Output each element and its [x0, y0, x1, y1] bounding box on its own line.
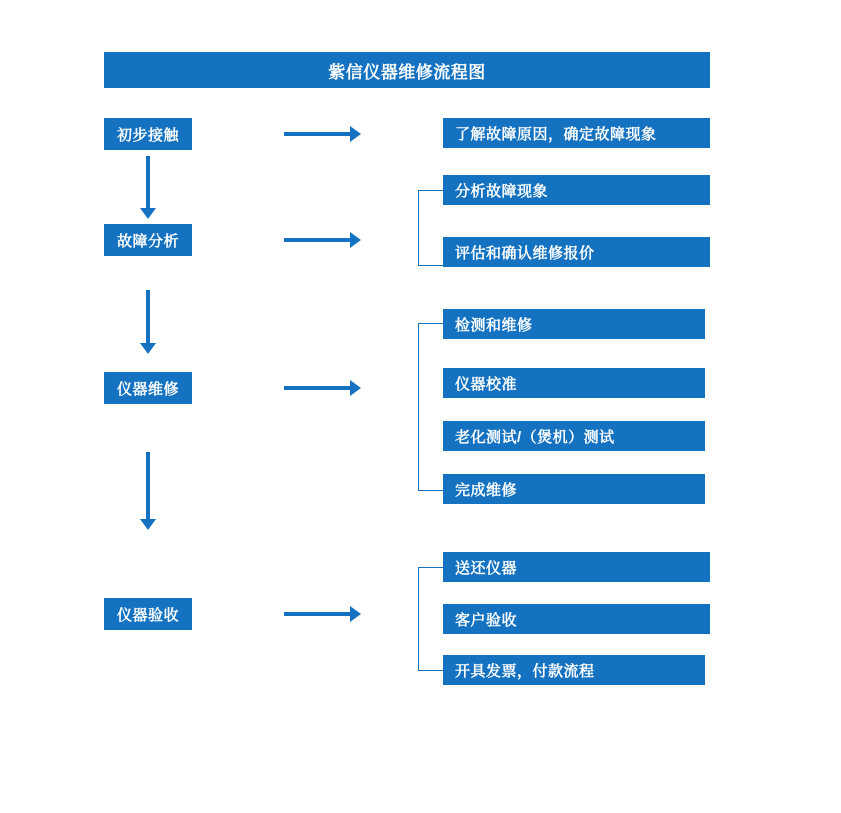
- arrow-head-stage-4: [350, 606, 361, 622]
- flow-line-2: [146, 290, 150, 345]
- detail-box-instrument-repair-2[interactable]: 仪器校准: [443, 368, 705, 398]
- stage-box-instrument-acceptance[interactable]: 仪器验收: [104, 598, 192, 630]
- flow-arrow-2: [140, 343, 156, 354]
- stage-box-instrument-repair[interactable]: 仪器维修: [104, 372, 192, 404]
- detail-box-fault-analysis-2[interactable]: 评估和确认维修报价: [443, 237, 710, 267]
- arrow-line-stage-2: [284, 238, 350, 242]
- bracket-instrument-repair: [418, 323, 443, 491]
- detail-box-instrument-acceptance-2[interactable]: 客户验收: [443, 604, 710, 634]
- stage-box-fault-analysis[interactable]: 故障分析: [104, 224, 192, 256]
- detail-box-instrument-repair-4[interactable]: 完成维修: [443, 474, 705, 504]
- stage-box-initial-contact[interactable]: 初步接触: [104, 118, 192, 150]
- flow-line-1: [146, 156, 150, 210]
- detail-box-initial-contact-1[interactable]: 了解故障原因，确定故障现象: [443, 118, 710, 148]
- arrow-head-stage-3: [350, 380, 361, 396]
- arrow-head-stage-1: [350, 126, 361, 142]
- arrow-line-stage-3: [284, 386, 350, 390]
- flow-line-3: [146, 452, 150, 521]
- flow-arrow-1: [140, 208, 156, 219]
- arrow-line-stage-4: [284, 612, 350, 616]
- detail-box-instrument-acceptance-1[interactable]: 送还仪器: [443, 552, 710, 582]
- bracket-instrument-acceptance: [418, 567, 443, 671]
- detail-box-instrument-acceptance-3[interactable]: 开具发票，付款流程: [443, 655, 705, 685]
- arrow-head-stage-2: [350, 232, 361, 248]
- bracket-fault-analysis: [418, 190, 443, 266]
- detail-box-instrument-repair-3[interactable]: 老化测试/（煲机）测试: [443, 421, 705, 451]
- detail-box-fault-analysis-1[interactable]: 分析故障现象: [443, 175, 710, 205]
- arrow-line-stage-1: [284, 132, 350, 136]
- detail-box-instrument-repair-1[interactable]: 检测和维修: [443, 309, 705, 339]
- page-title: 紫信仪器维修流程图: [104, 52, 710, 88]
- flow-arrow-3: [140, 519, 156, 530]
